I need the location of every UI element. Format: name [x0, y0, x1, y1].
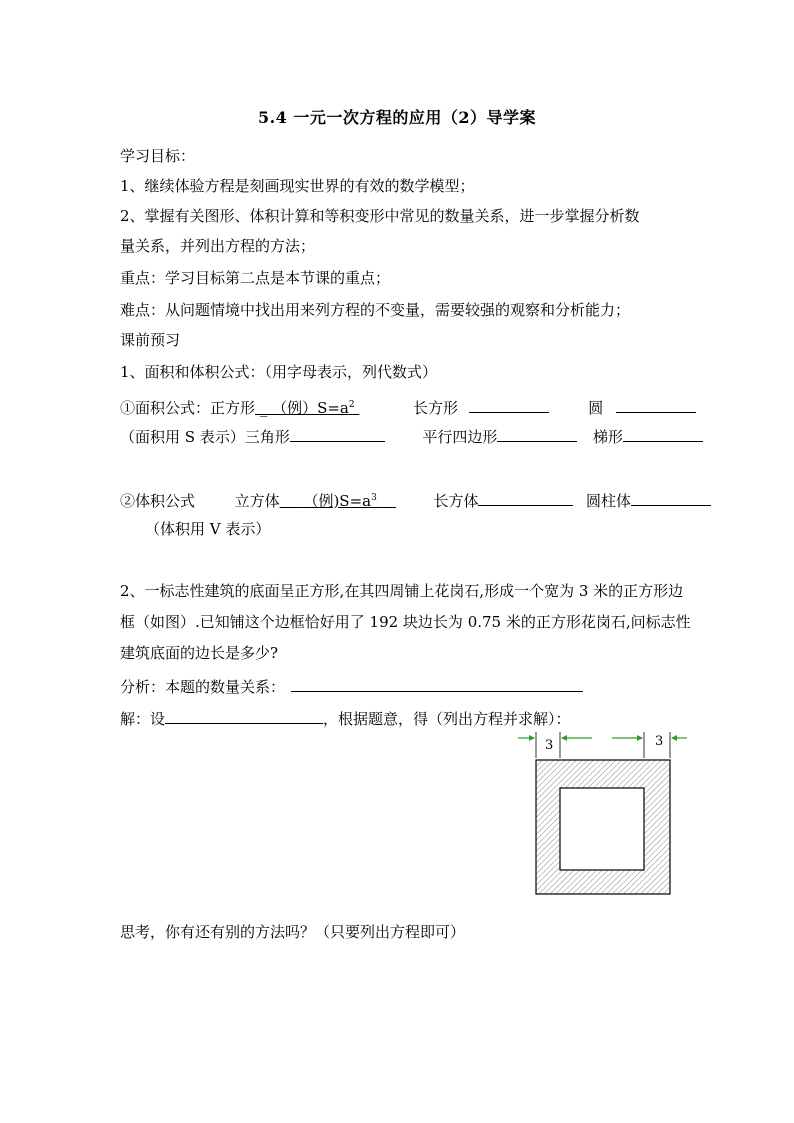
circle-blank[interactable] — [616, 397, 696, 413]
solution-variable-blank[interactable] — [165, 708, 323, 724]
preview-heading: 课前预习 — [120, 331, 181, 349]
cube-example: （例)$S=a^3$ — [303, 492, 377, 510]
area-formula-row — [120, 395, 696, 418]
right-width-label: 3 — [655, 734, 664, 749]
question-2-line-1: 2、一标志性建筑的底面呈正方形,在其四周铺上花岗石,形成一个宽为 3 米的正方形边 — [120, 582, 684, 600]
volume-label: ②体积公式 — [120, 492, 196, 510]
rectangle-blank[interactable] — [469, 397, 549, 413]
parallelogram-blank[interactable] — [497, 426, 577, 442]
solution-line — [120, 708, 571, 729]
think-line: 思考，你有还有别的方法吗？（只要列出方程即可） — [120, 923, 466, 941]
inner-square — [560, 788, 644, 870]
area-label: ①面积公式：正方形 — [120, 399, 256, 417]
trapezoid-blank[interactable] — [623, 426, 703, 442]
analysis-label: 分析：本题的数量关系： — [120, 678, 286, 696]
cuboid-blank[interactable] — [478, 490, 573, 506]
area-formula-row-2 — [120, 426, 703, 447]
area-note: （面积用 S 表示）三角形 — [120, 428, 290, 446]
volume-note: （体积用 V 表示） — [145, 520, 271, 538]
goals-heading: 学习目标： — [120, 147, 196, 165]
square-example: _ （例）$S=a^2$ — [255, 399, 355, 417]
cylinder-blank[interactable] — [631, 490, 711, 506]
question-1: 1、面积和体积公式：（用字母表示，列代数式） — [120, 363, 438, 381]
triangle-blank[interactable] — [290, 426, 385, 442]
parallelogram-label: 平行四边形 — [422, 428, 498, 446]
analysis-line — [120, 676, 583, 697]
question-2-line-3: 建筑底面的边长是多少? — [120, 644, 279, 662]
left-width-label: 3 — [545, 738, 554, 753]
solution-instruction: ，根据题意，得（列出方程并求解）： — [323, 710, 571, 728]
cube-label: 立方体 — [234, 492, 280, 510]
volume-formula-row — [120, 488, 711, 511]
key-point: 重点：学习目标第二点是本节课的重点； — [120, 269, 391, 287]
analysis-blank[interactable] — [291, 676, 583, 692]
goal-2-line-1: 2、掌握有关图形、体积计算和等积变形中常见的数量关系，进一步掌握分析数 — [120, 207, 640, 225]
difficulty: 难点：从问题情境中找出用来列方程的不变量，需要较强的观察和分析能力； — [120, 301, 631, 319]
cylinder-label: 圆柱体 — [586, 492, 632, 510]
question-2-line-2: 框（如图）.已知铺这个边框恰好用了 192 块边长为 0.75 米的正方形花岗石,问标志性 — [120, 613, 691, 631]
square-frame-diagram — [512, 728, 692, 898]
circle-label: 圆 — [588, 399, 604, 417]
solution-label: 解：设 — [120, 710, 166, 728]
rectangle-label: 长方形 — [412, 399, 458, 417]
goal-2-line-2: 量关系，并列出方程的方法； — [120, 237, 316, 255]
goal-1: 1、继续体验方程是刻画现实世界的有效的数学模型； — [120, 177, 475, 195]
trapezoid-label: 梯形 — [592, 428, 623, 446]
cuboid-label: 长方体 — [433, 492, 479, 510]
page-title: 5.4 一元一次方程的应用（2）导学案 — [257, 108, 537, 127]
